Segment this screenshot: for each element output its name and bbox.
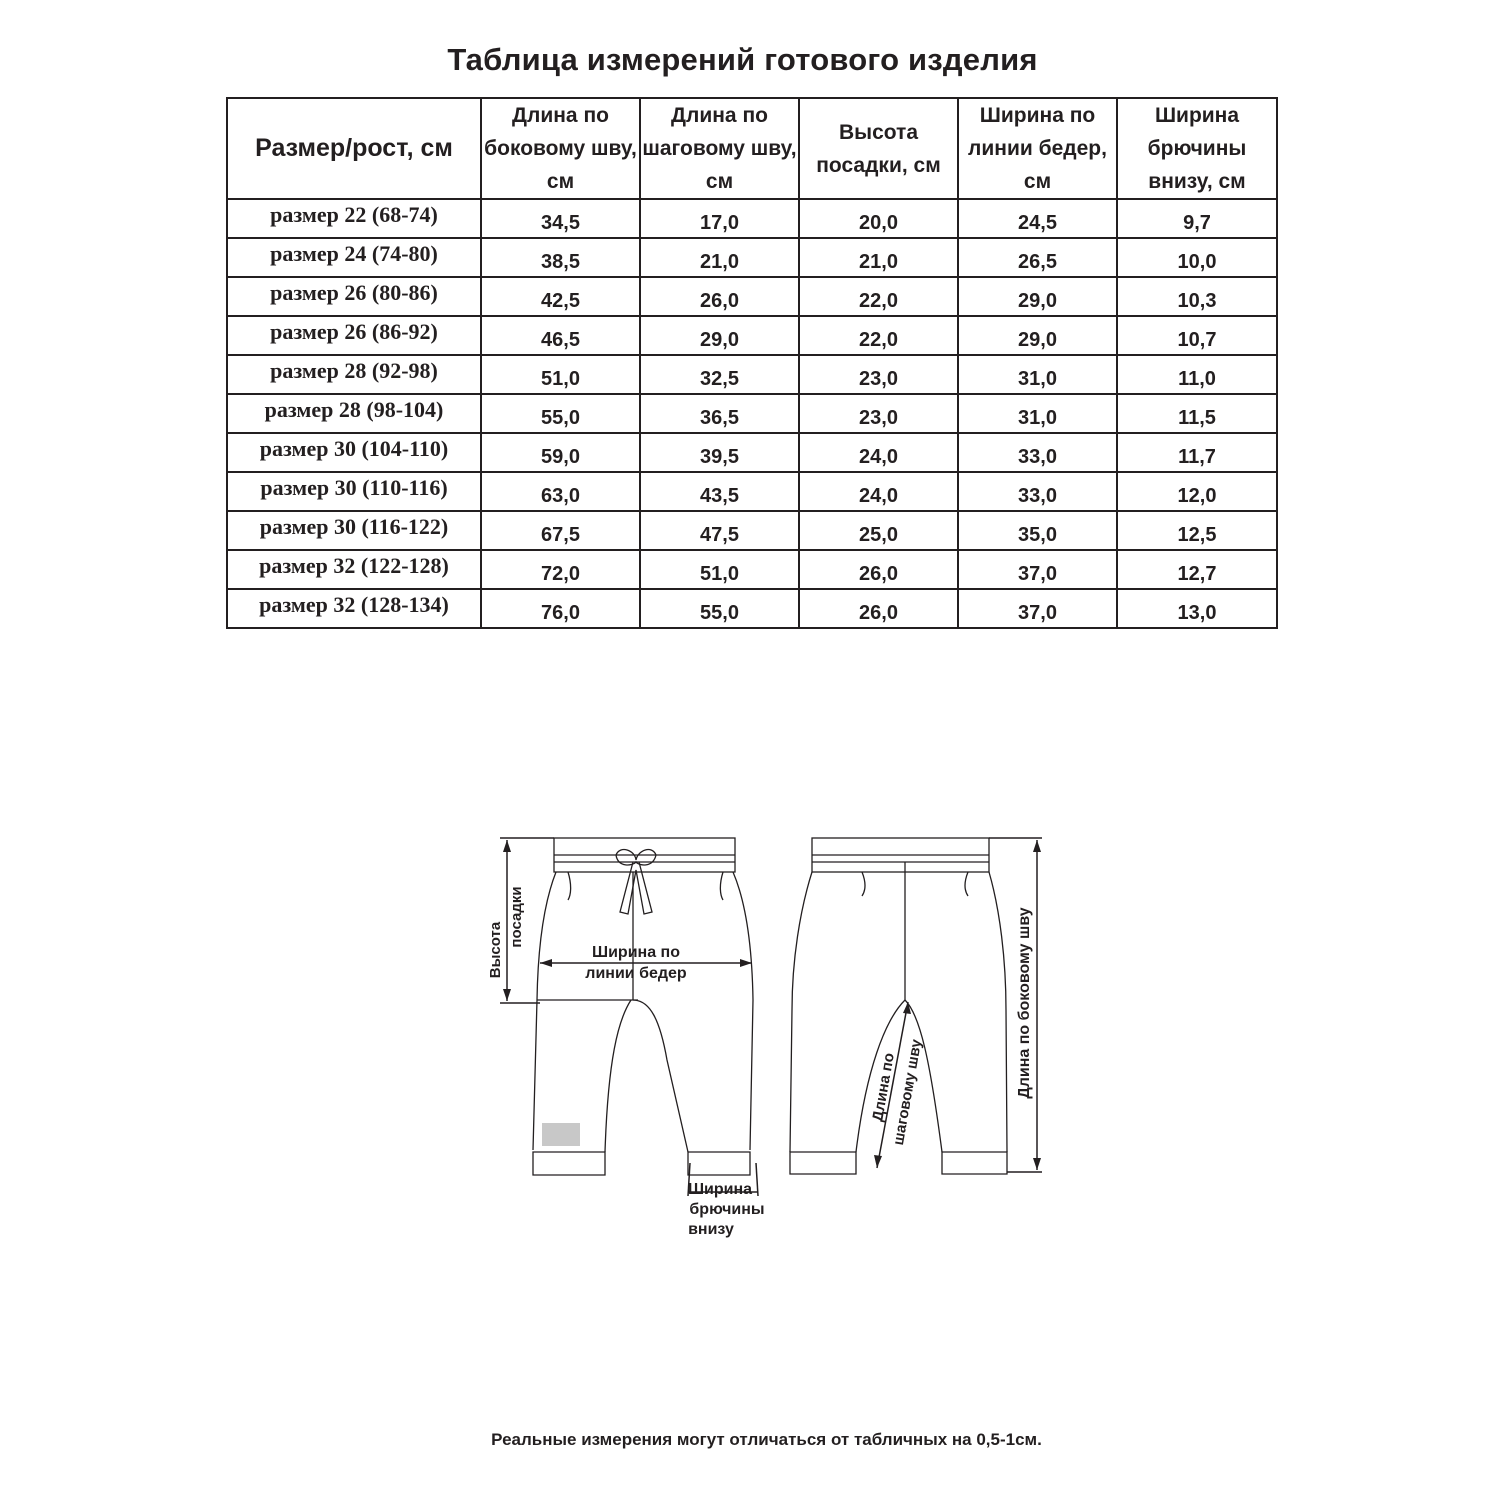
size-cell: размер 28 (92-98) — [227, 355, 481, 394]
measurement-cell: 51,0 — [640, 550, 799, 589]
measurement-cell: 42,5 — [481, 277, 640, 316]
hem-label-line1: Ширина — [687, 1181, 753, 1198]
header-hip-width: Ширина по линии бедер, см — [958, 98, 1117, 199]
table-row — [227, 394, 1277, 433]
disclaimer-text: Реальные измерения могут отличаться от табличных на 0,5-1см. — [491, 1430, 1042, 1449]
measurement-cell: 55,0 — [481, 394, 640, 433]
measurement-cell: 21,0 — [799, 238, 958, 277]
measurement-cell: 29,0 — [640, 316, 799, 355]
table-row — [227, 433, 1277, 472]
measurement-cell: 37,0 — [958, 550, 1117, 589]
size-cell: размер 26 (80-86) — [227, 277, 481, 316]
measurement-cell: 21,0 — [640, 238, 799, 277]
measurement-cell: 32,5 — [640, 355, 799, 394]
measurement-cell: 38,5 — [481, 238, 640, 277]
size-cell: размер 30 (116-122) — [227, 511, 481, 550]
measurement-cell: 39,5 — [640, 433, 799, 472]
measurement-cell: 12,0 — [1117, 472, 1277, 511]
size-cell: размер 32 (128-134) — [227, 589, 481, 628]
measurement-cell: 67,5 — [481, 511, 640, 550]
measurement-cell: 36,5 — [640, 394, 799, 433]
measurement-cell: 46,5 — [481, 316, 640, 355]
header-inseam-length: Длина по шаговому шву, см — [640, 98, 799, 199]
size-cell: размер 26 (86-92) — [227, 316, 481, 355]
measurement-cell: 59,0 — [481, 433, 640, 472]
hem-label-line2: брючины — [689, 1201, 765, 1218]
measurement-cell: 37,0 — [958, 589, 1117, 628]
side-seam-label: Длина по боковому шву — [1016, 907, 1033, 1099]
header-side-seam-length: Длина по боковому шву, см — [481, 98, 640, 199]
measurement-cell: 24,0 — [799, 472, 958, 511]
table-row — [227, 472, 1277, 511]
measurement-cell: 31,0 — [958, 394, 1117, 433]
table-body — [227, 199, 1277, 628]
front-left-cuff — [533, 1152, 605, 1175]
measurement-cell: 17,0 — [640, 199, 799, 238]
measurement-cell: 63,0 — [481, 472, 640, 511]
measurement-cell: 29,0 — [958, 316, 1117, 355]
inseam-label-line2: шаговому шву — [889, 1037, 926, 1147]
measurement-cell: 55,0 — [640, 589, 799, 628]
measurement-cell: 12,5 — [1117, 511, 1277, 550]
measurement-cell: 33,0 — [958, 472, 1117, 511]
table-row — [227, 589, 1277, 628]
measurement-cell: 72,0 — [481, 550, 640, 589]
measurement-cell: 26,0 — [640, 277, 799, 316]
size-cell: размер 30 (110-116) — [227, 472, 481, 511]
size-cell: размер 28 (98-104) — [227, 394, 481, 433]
measurement-cell: 24,5 — [958, 199, 1117, 238]
table-row — [227, 199, 1277, 238]
measurement-cell: 51,0 — [481, 355, 640, 394]
measurement-cell: 25,0 — [799, 511, 958, 550]
size-cell: размер 32 (122-128) — [227, 550, 481, 589]
measurement-cell: 9,7 — [1117, 199, 1277, 238]
hip-label-line1: Ширина по — [592, 944, 680, 961]
measurement-cell: 22,0 — [799, 277, 958, 316]
header-size: Размер/рост, см — [227, 98, 481, 199]
size-table — [226, 97, 1278, 629]
size-cell: размер 24 (74-80) — [227, 238, 481, 277]
table-row — [227, 277, 1277, 316]
measurement-cell: 43,5 — [640, 472, 799, 511]
measurement-cell: 11,0 — [1117, 355, 1277, 394]
back-right-cuff — [942, 1152, 1007, 1174]
measurement-cell: 26,5 — [958, 238, 1117, 277]
front-right-cuff — [688, 1152, 750, 1175]
inseam-label-line1: Длина по — [869, 1051, 898, 1123]
table-row — [227, 355, 1277, 394]
measurement-cell: 47,5 — [640, 511, 799, 550]
measurement-cell: 22,0 — [799, 316, 958, 355]
front-view-pants — [533, 838, 753, 1175]
rise-label-line1: Высота — [487, 921, 504, 979]
measurement-cell: 13,0 — [1117, 589, 1277, 628]
size-cell: размер 30 (104-110) — [227, 433, 481, 472]
measurement-cell: 10,0 — [1117, 238, 1277, 277]
measurement-cell: 26,0 — [799, 550, 958, 589]
measurement-cell: 12,7 — [1117, 550, 1277, 589]
measurement-cell: 76,0 — [481, 589, 640, 628]
label-patch — [542, 1123, 580, 1146]
header-rise-height: Высота посадки, см — [799, 98, 958, 199]
measurement-cell: 29,0 — [958, 277, 1117, 316]
table-header-row — [227, 98, 1277, 199]
rise-label-line2: посадки — [508, 886, 525, 948]
measurement-cell: 23,0 — [799, 355, 958, 394]
table-row — [227, 550, 1277, 589]
bow-icon — [616, 850, 656, 865]
table-row — [227, 238, 1277, 277]
measurement-cell: 10,3 — [1117, 277, 1277, 316]
measurement-cell: 23,0 — [799, 394, 958, 433]
measurement-cell: 24,0 — [799, 433, 958, 472]
table-row — [227, 316, 1277, 355]
measurement-cell: 20,0 — [799, 199, 958, 238]
measurement-cell: 26,0 — [799, 589, 958, 628]
back-left-cuff — [790, 1152, 856, 1174]
measurement-cell: 34,5 — [481, 199, 640, 238]
pants-diagram — [470, 820, 1070, 1260]
measurement-lines — [500, 838, 1042, 1196]
header-hem-width: Ширина брючины внизу, см — [1117, 98, 1277, 199]
measurement-cell: 11,7 — [1117, 433, 1277, 472]
measurement-cell: 35,0 — [958, 511, 1117, 550]
measurement-cell: 10,7 — [1117, 316, 1277, 355]
measurement-cell: 31,0 — [958, 355, 1117, 394]
measurement-cell: 33,0 — [958, 433, 1117, 472]
table-row — [227, 511, 1277, 550]
measurement-cell: 11,5 — [1117, 394, 1277, 433]
hem-label-line3: внизу — [688, 1221, 734, 1238]
hip-label-line2: линии бедер — [585, 965, 687, 982]
page-title: Таблица измерений готового изделия — [447, 42, 1038, 77]
size-cell: размер 22 (68-74) — [227, 199, 481, 238]
